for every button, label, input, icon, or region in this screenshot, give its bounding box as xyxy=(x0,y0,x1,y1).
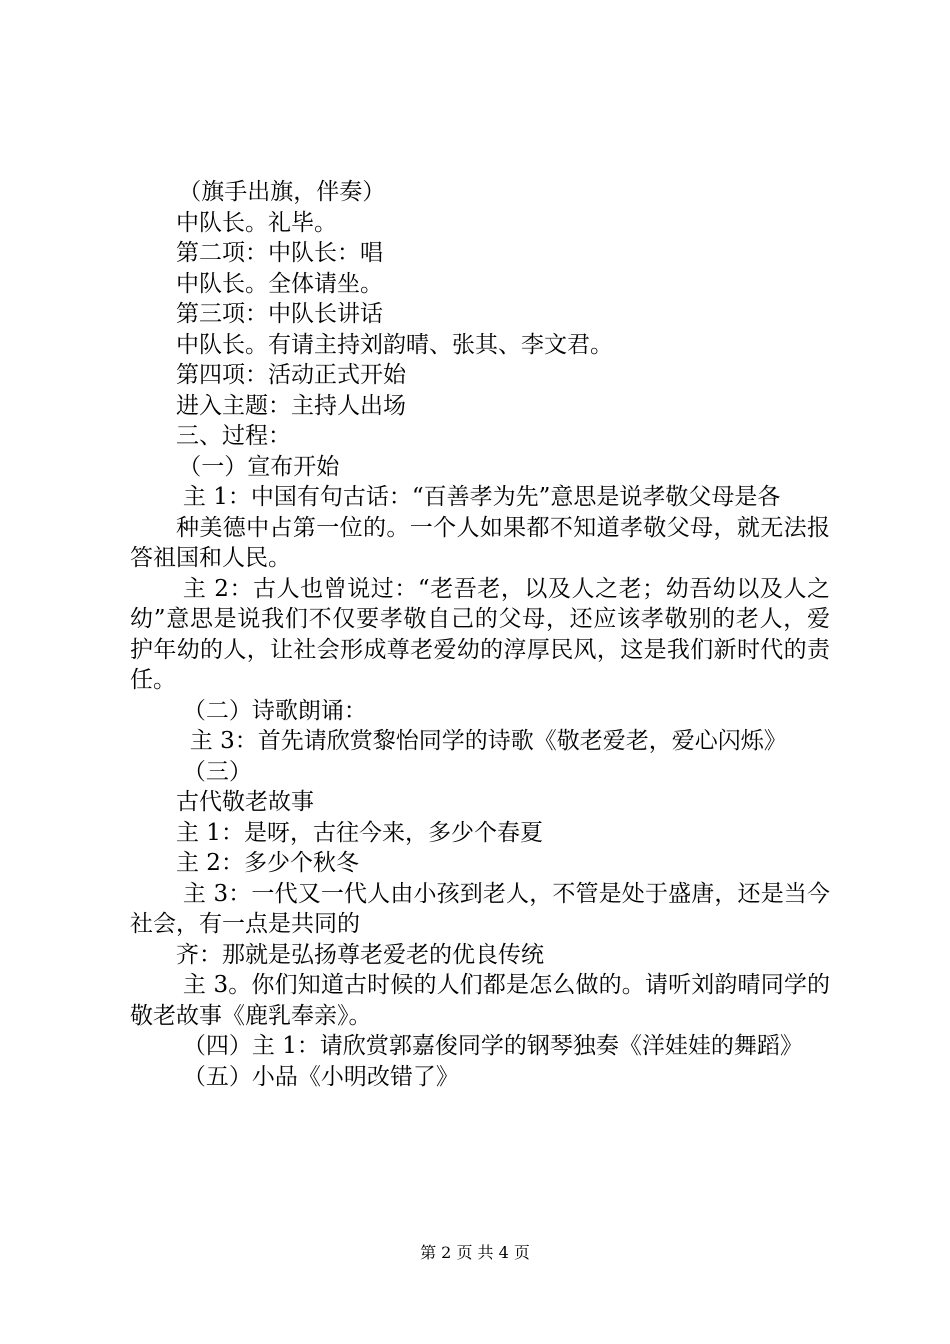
paragraph-all-tradition: 齐：那就是弘扬尊老爱老的优良传统 xyxy=(176,941,544,968)
paragraph-section-three: （三） xyxy=(182,758,252,785)
paragraph-invite-hosts: 中队长。有请主持刘韵晴、张其、李文君。 xyxy=(176,331,613,358)
paragraph-item-four: 第四项：活动正式开始 xyxy=(176,362,406,388)
paragraph-host1-saying: 主 1：中国有句古话：“百善孝为先”意思是说孝敬父母是各 xyxy=(182,484,781,510)
paragraph-host1-seasons: 主 1：是呀，古往今来，多少个春夏 xyxy=(176,819,543,846)
paragraph-salute-done: 中队长。礼毕。 xyxy=(176,209,337,236)
paragraph-host3-story: 主 3。你们知道古时候的人们都是怎么做的。请听刘韵晴同学的敬老故事《鹿乳奉亲》。 xyxy=(130,972,830,1029)
paragraph-please-sit: 中队长。全体请坐。 xyxy=(176,270,383,297)
paragraph-host2-autumns: 主 2：多少个秋冬 xyxy=(176,850,359,876)
page-footer: 第 2 页 共 4 页 xyxy=(420,1243,530,1262)
paragraph-section-one: （一）宣布开始 xyxy=(178,453,340,480)
paragraph-section-two: （二）诗歌朗诵： xyxy=(182,697,367,724)
document-body xyxy=(130,177,830,1092)
paragraph-ancient-story: 古代敬老故事 xyxy=(176,789,314,815)
paragraph-host3-generations: 主 3：一代又一代人由小孩到老人，不管是处于盛唐，还是当今社会，有一点是共同的 xyxy=(130,880,830,937)
paragraph-host2-saying: 主 2：古人也曾说过：“老吾老，以及人之老；幼吾幼以及人之幼”意思是说我们不仅要孝敬自己的父母，还应该孝敬别的老人，爱护年幼的人，让社会形成尊老爱幼的淳厚民风，这是我们新时代的责任。 xyxy=(130,575,830,693)
paragraph-enter-theme: 进入主题：主持人出场 xyxy=(176,392,406,419)
paragraph-section-five: （五）小品《小明改错了》 xyxy=(182,1063,459,1090)
paragraph-flag-out: （旗手出旗，伴奏） xyxy=(178,179,386,205)
paragraph-host3-poem: 主 3：首先请欣赏黎怡同学的诗歌《敬老爱老，爱心闪烁》 xyxy=(189,728,787,754)
paragraph-virtue: 种美德中占第一位的。一个人如果都不知道孝敬父母，就无法报答祖国和人民。 xyxy=(130,514,830,571)
paragraph-item-three: 第三项：中队长讲话 xyxy=(176,301,383,327)
paragraph-process-heading: 三、过程： xyxy=(176,423,291,449)
paragraph-item-two: 第二项：中队长：唱 xyxy=(176,240,383,266)
paragraph-section-four: （四）主 1：请欣赏郭嘉俊同学的钢琴独奏《洋娃娃的舞蹈》 xyxy=(182,1033,803,1059)
